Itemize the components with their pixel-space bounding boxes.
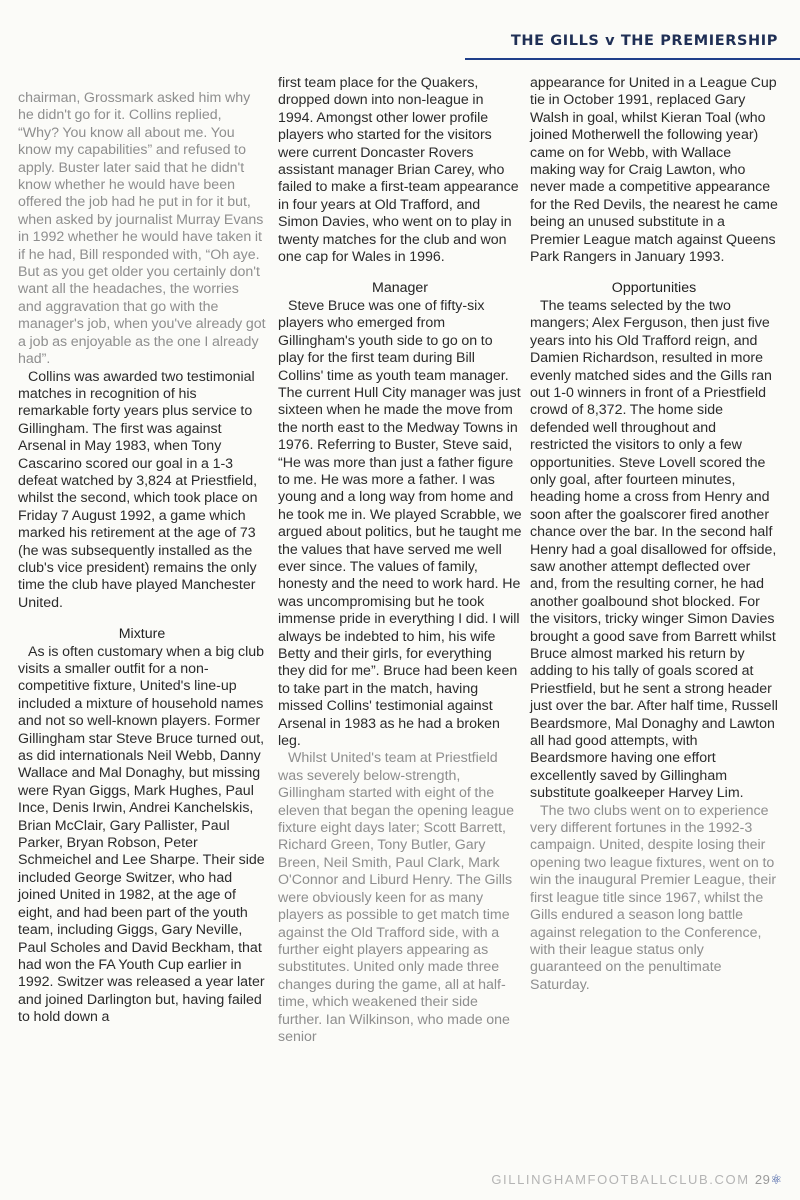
paragraph: chairman, Grossmark asked him why he didn't go for it. Collins replied, “Why? You know all about me. You know my capabilities” and refused to apply. Buster later said that he didn't know whether he would have been offered the job had he put in for it but, when asked by journalist Murray Evans in 1992 whether he would have taken it if he had, Bill responded with, “Oh aye. But as you get older you certainly don't want all the headaches, the worries and aggravation that go with the manager's job, when you've already got a job as enjoyable as the one I already had”. <box>18 90 266 368</box>
subheading-opportunities: Opportunities <box>611 280 697 297</box>
subheading-mixture: Mixture <box>118 626 166 643</box>
column-1 <box>18 90 266 1027</box>
paragraph: Whilst United's team at Priestfield was severely below-strength, Gillingham started with eight of the eleven that began the opening league fixture eight days later; Scott Barrett, Richard Green, Tony Butler, Gary Breen, Neil Smith, Paul Clark, Mark O'Connor and Liburd Henry. The Gills were obviously keen for as many players as possible to get match time against the Old Trafford side, with a further eight players appearing as substitutes. United only made three changes during the game, all at half-time, which weakened their side further. Ian Wilkinson, who made one senior <box>278 750 514 1045</box>
paragraph: As is often customary when a big club visits a smaller outfit for a non-competitive fixture, United's line-up included a mixture of household names and not so well-known players. Former Gillingham star Steve Bruce turned out, as did internationals Neil Webb, Danny Wallace and Mal Donaghy, but missing were Ryan Giggs, Mark Hughes, Paul Ince, Denis Irwin, Andrei Kanchelskis, Brian McClair, Gary Pallister, Paul Parker, Bryan Robson, Peter Schmeichel and Lee Sharpe. Their side included George Switzer, who had joined United in 1982, at the age of eight, and had been part of the youth team, including Giggs, Gary Neville, Paul Scholes and David Beckham, that had won the FA Youth Cup earlier in 1992. Switzer was released a year later and joined Darlington but, having failed to hold down a <box>18 643 265 1026</box>
paragraph: Steve Bruce was one of fifty-six players who emerged from Gillingham's youth side to go on to play for the first team during Bill Collins' time as youth team manager. The current Hull City manager was just sixteen when he made the move from the north east to the Medway Towns in 1976. Referring to Buster, Steve said, “He was more than just a father figure to me. He was more a father. I was young and a long way from home and he took me in. We played Scrabble, we argued about politics, but he taught me the values that have served me well ever since. The values of family, honesty and the need to work hard. He was uncompromising but he took immense pride in everything I did. I will always be indebted to him, his wife Betty and their girls, for everything they did for me”. Bruce had been keen to take part in the match, having missed Collins' testimonial against Arsenal in 1983 as he had a broken leg. <box>278 297 522 750</box>
paragraph: first team place for the Quakers, dropped down into non-league in 1994. Amongst other lower profile players who started for the visitors were current Doncaster Rovers assistant manager Brian Carey, who failed to make a first-team appearance in four years at Old Trafford, and Simon Davies, who went on to play in twenty matches for the club and won one cap for Wales in 1996. <box>278 75 519 266</box>
paragraph: The two clubs went on to experience very different fortunes in the 1992-3 campaign. United, despite losing their opening two league fixtures, went on to win the inaugural Premier League, their first league title since 1967, whilst the Gills endured a season long battle against relegation to the Conference, with their league status only guaranteed on the penultimate Saturday. <box>530 802 777 993</box>
paragraph: The teams selected by the two mangers; Alex Ferguson, then just five years into his Old Trafford reign, and Damien Richardson, resulted in more evenly matched sides and the Gills ran out 1-0 winners in front of a Priestfield crowd of 8,372. The home side defended well throughout and restricted the visitors to only a few opportunities. Steve Lovell scored the only goal, after fourteen minutes, heading home a cross from Henry and soon after the goalscorer fired another chance over the bar. In the second half Henry had a goal disallowed for offside, saw another attempt deflected over and, from the resulting corner, he had another goalbound shot blocked. For the visitors, tricky winger Simon Davies brought a good save from Barrett whilst Bruce almost marked his return by adding to his tally of goals scored at Priestfield, but he sent a strong header just over the bar. After half time, Russell Beardsmore, Mal Donaghy and Lawton all had good attempts, with Beardsmore having one effort excellently saved by Gillingham substitute goalkeeper Harvey Lim. <box>530 297 778 802</box>
footer-website: GILLINGHAMFOOTBALLCLUB.COM <box>491 1172 750 1187</box>
header-rule <box>465 58 800 60</box>
section-title: THE GILLS v THE PREMIERSHIP <box>510 33 778 49</box>
column-2 <box>278 75 522 1046</box>
paragraph: Collins was awarded two testimonial matches in recognition of his remarkable forty years plus service to Gillingham. The first was against Arsenal in May 1983, when Tony Cascarino scored our goal in a 1-3 defeat watched by 3,824 at Priestfield, whilst the second, which took place on Friday 7 August 1992, a game which marked his retirement at the age of 73 (he was subsequently installed as the club's vice president) remains the only time the club have played Manchester United. <box>18 368 258 611</box>
page-number: 29 <box>754 1172 771 1187</box>
club-logo-icon: ⚛ <box>770 1172 782 1187</box>
subheading-manager: Manager <box>372 280 428 297</box>
page-footer <box>491 1172 782 1188</box>
column-3 <box>530 75 778 994</box>
paragraph: appearance for United in a League Cup tie in October 1991, replaced Gary Walsh in goal, whilst Kieran Toal (who joined Motherwell the following year) came on for Webb, with Wallace making way for Craig Lawton, who never made a competitive appearance for the Red Devils, the nearest he came being an unused substitute in a Premier League match against Queens Park Rangers in January 1993. <box>530 75 778 266</box>
